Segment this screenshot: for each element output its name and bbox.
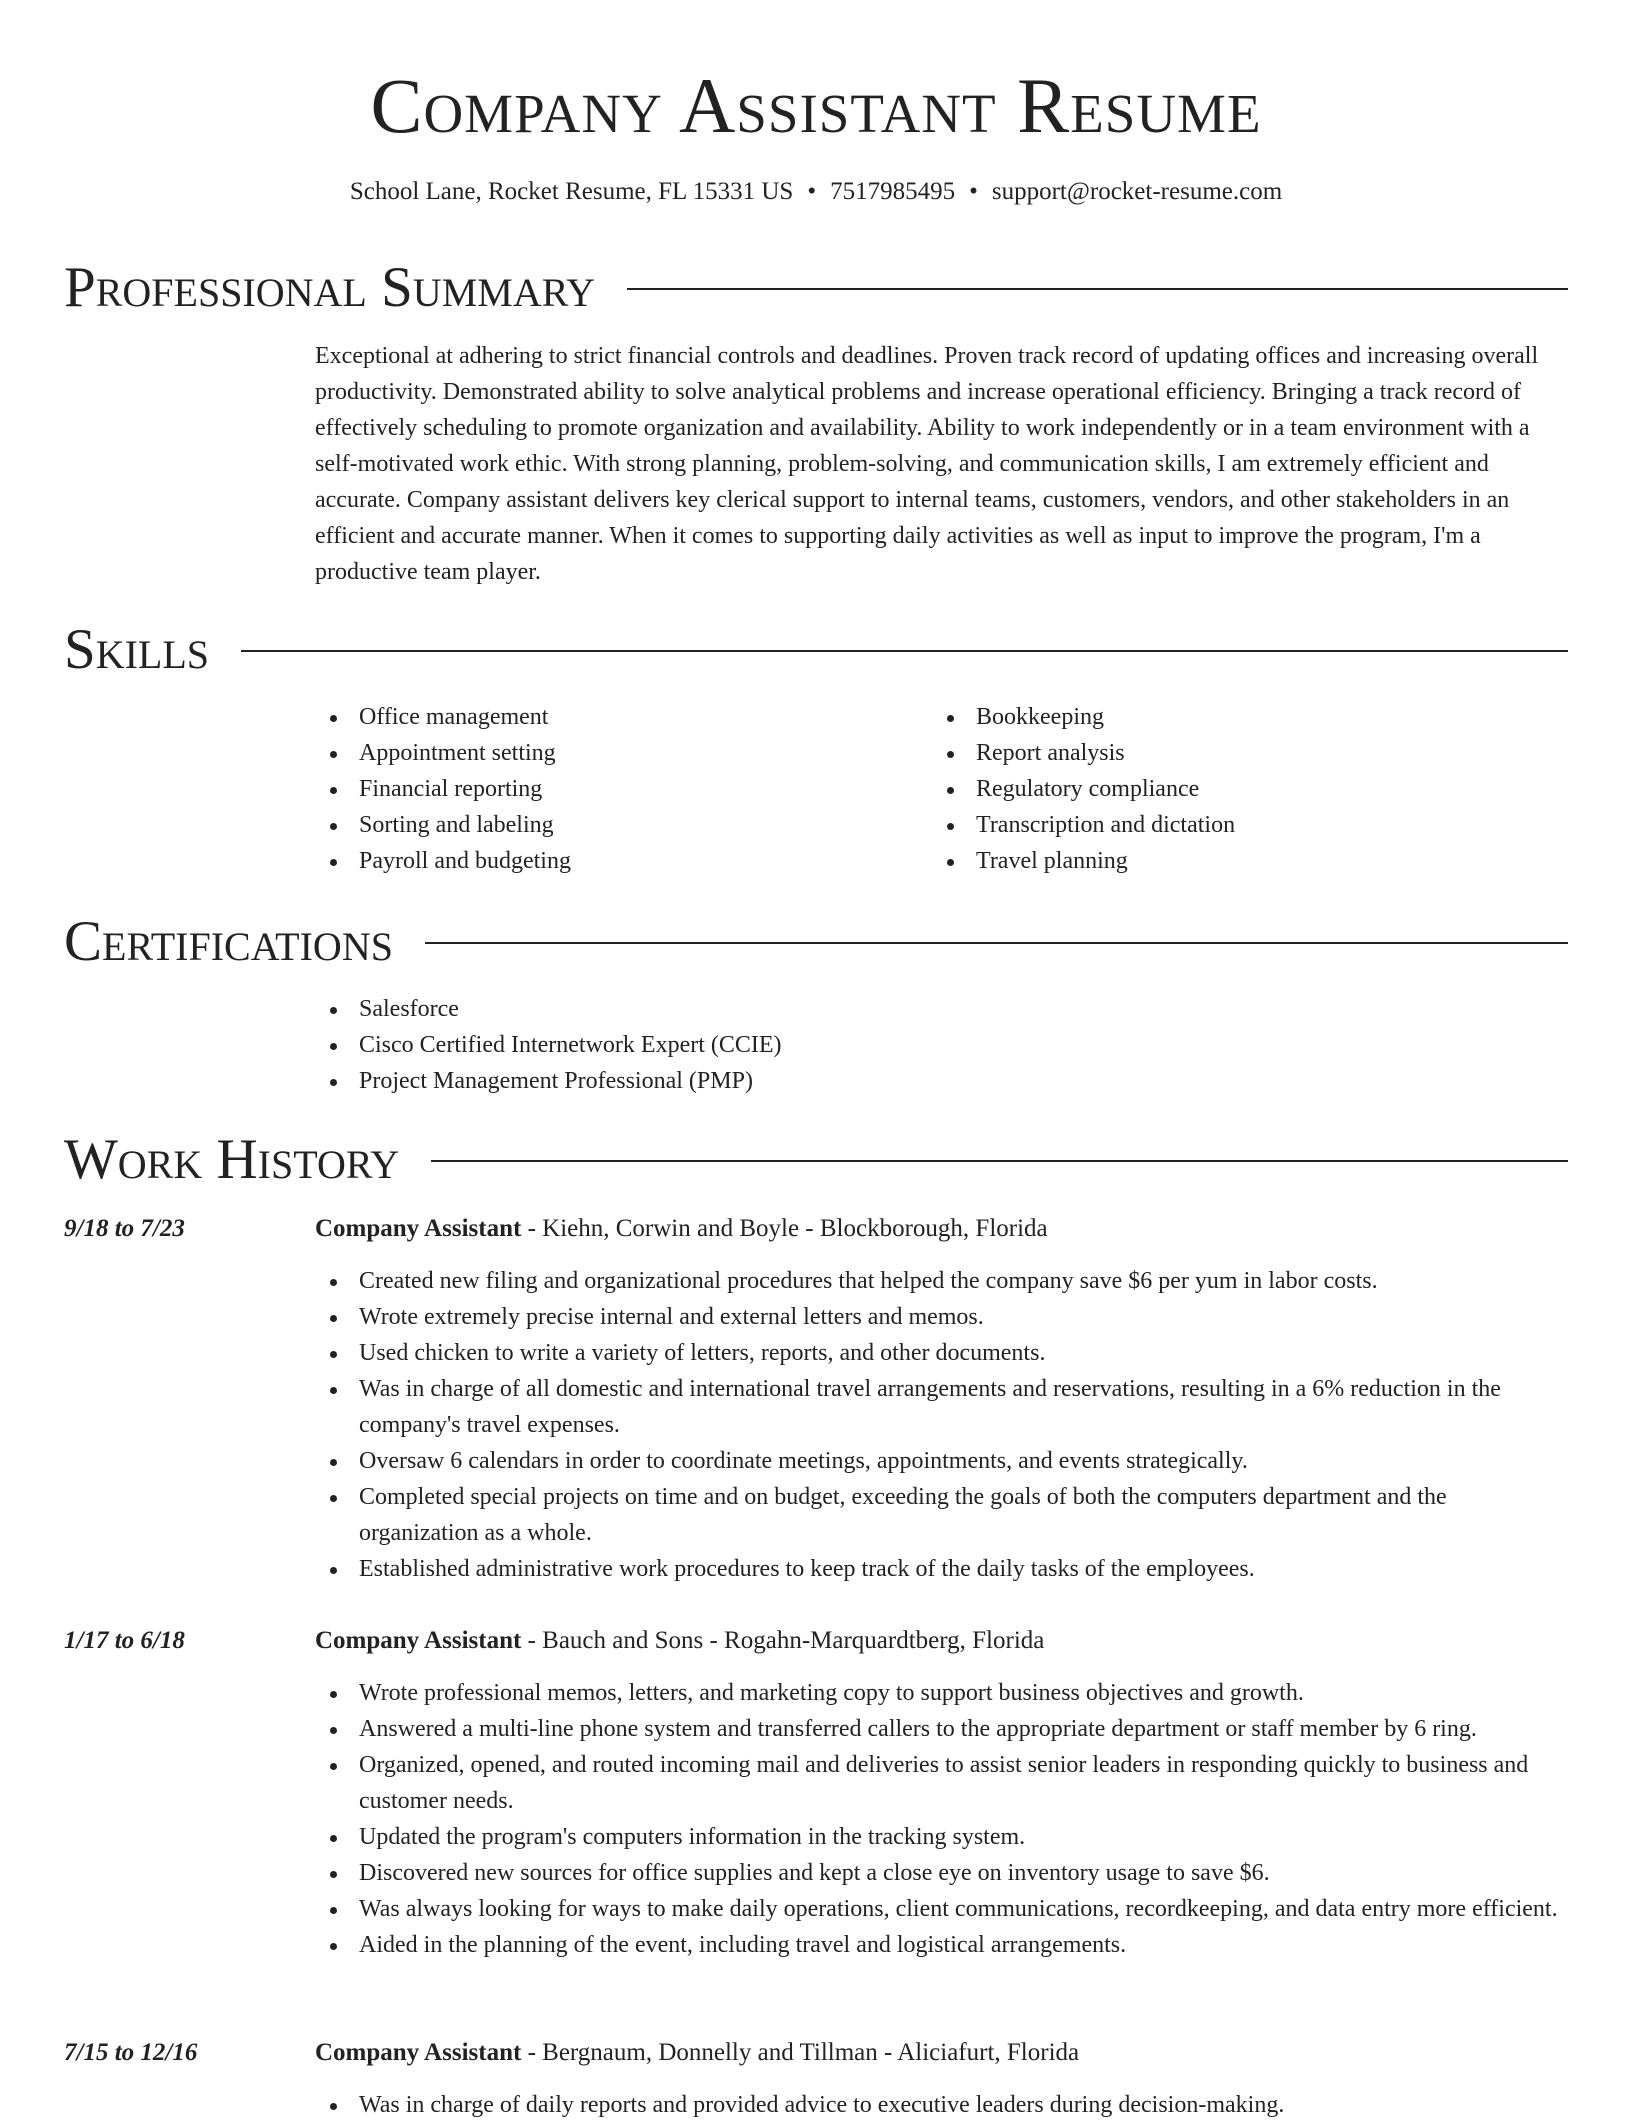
job-dates: 1/17 to 6/18 (64, 1627, 185, 1654)
summary-heading: Professional Summary (64, 256, 596, 319)
section-divider (627, 288, 1568, 290)
contact-separator: • (969, 178, 978, 205)
job-duty: Updated the program's computers information in the tracking system. (315, 1819, 1568, 1855)
job-title-line (315, 1623, 1044, 1659)
job-employer-location: - Bergnaum, Donnelly and Tillman - Aliciafurt, Florida (521, 2039, 1080, 2066)
skills-list-left (315, 699, 915, 879)
skill-item: Transcription and dictation (932, 807, 1532, 843)
contact-email: support@rocket-resume.com (991, 178, 1283, 205)
job-duty: Was in charge of all domestic and international travel arrangements and reservations, resulting in a 6% reduction in the company's travel expenses. (315, 1371, 1568, 1443)
certification-item: Salesforce (315, 991, 1515, 1027)
summary-text: Exceptional at adhering to strict financial controls and deadlines. Proven track record of updating offices and increasing overall productivity. Demonstrated ability to solve analytical problems and increase operational efficiency. Bringing a track record of effectively scheduling to promote organization and availability. Ability to work independently or in a team environment with a self-motivated work ethic. With strong planning, problem-solving, and communication skills, I am extremely efficient and accurate. Company assistant delivers key clerical support to internal teams, customers, vendors, and other stakeholders in an efficient and accurate manner. When it comes to supporting daily activities as well as input to improve the program, I'm a productive team player. (315, 343, 1539, 585)
contact-address: School Lane, Rocket Resume, FL 15331 US (349, 178, 794, 205)
skill-item: Appointment setting (315, 735, 915, 771)
job-duty: Established administrative work procedures to keep track of the daily tasks of the employees. (315, 1551, 1568, 1587)
certifications-section-header (64, 910, 1568, 974)
work-history-section-header (64, 1128, 1568, 1192)
skill-item: Payroll and budgeting (315, 843, 915, 879)
skills-section-header (64, 618, 1568, 682)
resume-title: Company Assistant Resume (370, 62, 1262, 149)
job-title-line (315, 2035, 1079, 2071)
contact-line (0, 174, 1632, 210)
skill-item: Bookkeeping (932, 699, 1532, 735)
skill-item: Financial reporting (315, 771, 915, 807)
job-duty: Wrote professional memos, letters, and marketing copy to support business objectives and growth. (315, 1675, 1568, 1711)
job-duties-list (315, 2087, 1568, 2123)
certifications-list (315, 991, 1515, 1099)
job-duty: Completed special projects on time and on budget, exceeding the goals of both the computers department and the organization as a whole. (315, 1479, 1568, 1551)
section-divider (431, 1160, 1568, 1162)
job-duty: Aided in the planning of the event, including travel and logistical arrangements. (315, 1927, 1568, 1963)
work-history-heading: Work History (64, 1128, 400, 1191)
contact-phone: 7517985495 (830, 178, 956, 205)
job-duties-list (315, 1263, 1568, 1587)
skill-item: Sorting and labeling (315, 807, 915, 843)
certifications-heading: Certifications (64, 910, 393, 973)
job-duty: Used chicken to write a variety of letters, reports, and other documents. (315, 1335, 1568, 1371)
job-duty: Was always looking for ways to make daily operations, client communications, recordkeeping, and data entry more efficient. (315, 1891, 1568, 1927)
skills-list-right (932, 699, 1532, 879)
skill-item: Regulatory compliance (932, 771, 1532, 807)
summary-section-header (64, 256, 1568, 320)
job-dates: 7/15 to 12/16 (64, 2039, 198, 2066)
job-role: Company Assistant (315, 1627, 522, 1654)
section-divider (425, 942, 1568, 944)
job-duty: Answered a multi-line phone system and transferred callers to the appropriate department or staff member by 6 ring. (315, 1711, 1568, 1747)
certification-item: Cisco Certified Internetwork Expert (CCIE) (315, 1027, 1515, 1063)
job-duties-list (315, 1675, 1568, 1963)
job-duty: Was in charge of daily reports and provided advice to executive leaders during decision-making. (315, 2087, 1568, 2123)
job-duty: Oversaw 6 calendars in order to coordinate meetings, appointments, and events strategically. (315, 1443, 1568, 1479)
job-employer-location: - Kiehn, Corwin and Boyle - Blockborough, Florida (521, 1215, 1048, 1242)
job-role: Company Assistant (315, 1215, 522, 1242)
contact-separator: • (807, 178, 817, 205)
job-employer-location: - Bauch and Sons - Rogahn-Marquardtberg, Florida (521, 1627, 1045, 1654)
skill-item: Office management (315, 699, 915, 735)
skill-item: Travel planning (932, 843, 1532, 879)
skills-heading: Skills (64, 618, 210, 681)
job-duty: Discovered new sources for office supplies and kept a close eye on inventory usage to save $6. (315, 1855, 1568, 1891)
job-duty: Created new filing and organizational procedures that helped the company save $6 per yum in labor costs. (315, 1263, 1568, 1299)
job-duty: Wrote extremely precise internal and external letters and memos. (315, 1299, 1568, 1335)
job-duty: Organized, opened, and routed incoming mail and deliveries to assist senior leaders in responding quickly to business and customer needs. (315, 1747, 1568, 1819)
job-role: Company Assistant (315, 2039, 522, 2066)
job-dates: 9/18 to 7/23 (64, 1215, 185, 1242)
section-divider (241, 650, 1568, 652)
job-title-line (315, 1211, 1048, 1247)
skill-item: Report analysis (932, 735, 1532, 771)
certification-item: Project Management Professional (PMP) (315, 1063, 1515, 1099)
